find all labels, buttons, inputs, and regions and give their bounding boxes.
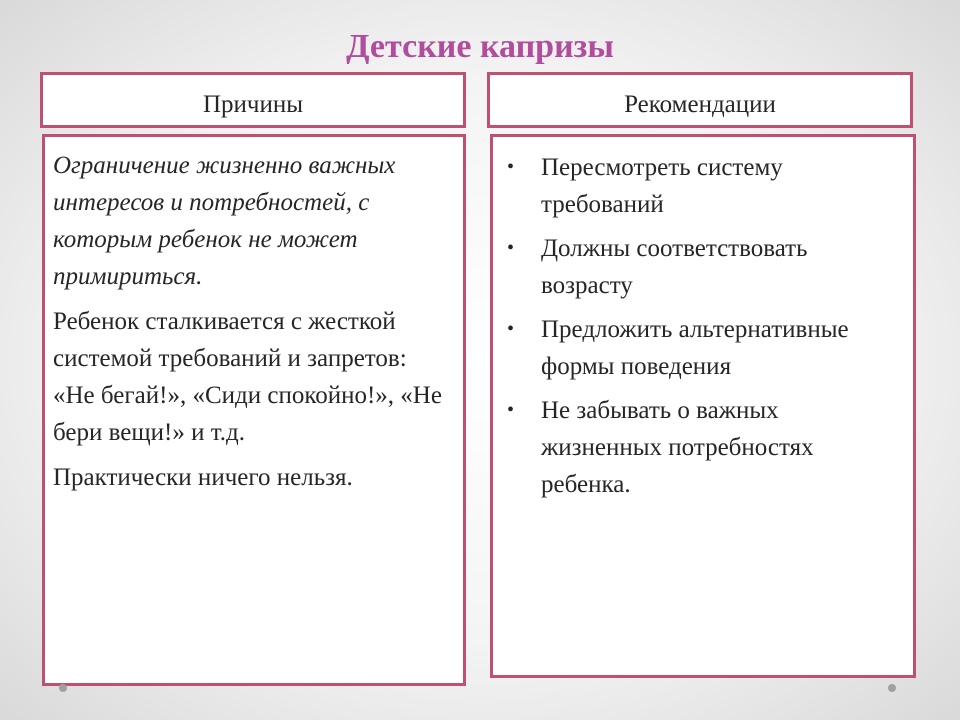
decorative-dot-right <box>888 684 896 692</box>
recommendations-header-label: Рекомендации <box>624 91 776 118</box>
recommendations-header-box <box>487 72 913 128</box>
decorative-dot-left <box>59 684 67 692</box>
bullet-icon: • <box>507 318 515 340</box>
causes-panel <box>42 134 466 686</box>
causes-header-box <box>40 72 466 128</box>
bullet-icon: • <box>507 399 515 421</box>
recommendation-item-1 <box>507 149 903 223</box>
bullet-icon: • <box>507 156 515 178</box>
recommendations-panel <box>490 134 916 678</box>
cause-paragraph-3: Практически ничего нельзя. <box>53 464 353 491</box>
recommendation-item-3 <box>507 311 903 385</box>
recommendation-item-4 <box>507 392 903 503</box>
recommendation-text-1: Пересмотреть систему требований <box>541 154 783 218</box>
recommendation-text-4: Не забывать о важных жизненных потребностях ребенка. <box>541 397 814 498</box>
slide-title: Детские капризы <box>346 28 614 65</box>
cause-paragraph-2: Ребенок сталкивается с жесткой системой требований и запретов: «Не бегай!», «Сиди спокойно!», «Не бери вещи!» и т.д. <box>53 308 442 446</box>
recommendation-text-3: Предложить альтернативные формы поведения <box>541 316 849 380</box>
causes-header-label: Причины <box>202 91 304 118</box>
bullet-icon: • <box>507 237 515 259</box>
cause-paragraph-1: Ограничение жизненно важных интересов и потребностей, с которым ребенок не может примириться. <box>53 152 396 290</box>
recommendation-item-2 <box>507 230 903 304</box>
recommendation-text-2: Должны соответствовать возрасту <box>541 235 808 299</box>
recommendations-list <box>507 149 903 503</box>
